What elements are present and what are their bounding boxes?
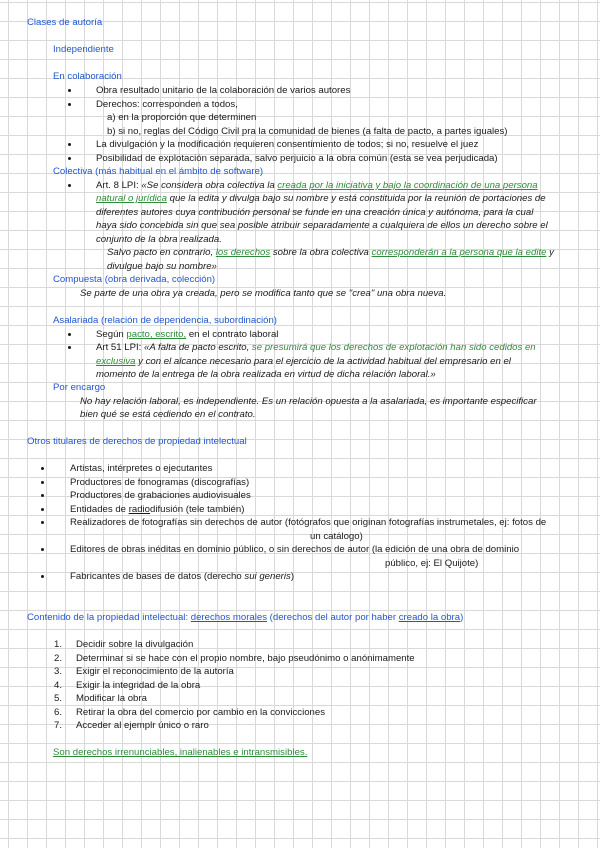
encargo-text: bien qué se está cediendo en el contrato. [80,409,256,420]
list-item: Productores de grabaciones audiovisuales [70,490,251,501]
list-item: Obra resultado unitario de la colaboración de varios autores [96,85,351,96]
list-item: Retirar la obra del comercio por cambio en la convicciones [76,707,326,718]
item-text: Fabricantes de bases de datos (derecho [70,571,245,582]
bullet [41,508,44,511]
list-item: Posibilidad de explotación separada, salvo perjuicio a la obra común (esta se vea perjudicada) [96,153,498,164]
quote-line [96,192,546,205]
bullet [41,481,44,484]
list-subitem: b) si no, reglas del Código Civil pra la comunidad de bienes (a falta de pacto, a partes iguales) [107,126,508,137]
list-number: 2. [54,653,63,664]
quote-text: Salvo pacto en contrario, [107,247,216,258]
quote-text: «A falta de pacto escrito, [144,342,252,353]
encargo-text: No hay relación laboral, es independiente. Es un relación opuesta a la asalariada, es importante especificar [80,396,537,407]
list-number: 6. [54,707,63,718]
bullet [68,89,71,92]
list-number: 7. [54,720,63,731]
list-number: 5. [54,693,63,704]
quote-line [96,355,511,368]
list-number: 1. [54,639,63,650]
quote-line [96,341,536,354]
list-item-continuation: público, ej: El Quijote) [385,558,479,569]
compuesta-text: Se parte de una obra ya creada, pero se modifica tanto que se "crea" una obra nueva. [80,288,447,299]
article-label: Art. 8 LPI: [96,180,139,191]
quote-text: que la edita y divulga bajo su nombre y está constituida por la reunión de portaciones de [166,193,546,204]
list-item: Decidir sobre la divulgación [76,639,194,650]
quote-text: y [546,247,554,258]
heading-underlined: creado la obra [398,612,461,623]
list-item [70,503,244,516]
list-item: Determinar si se hace con el propio nombre, bajo pseudónimo o anónimamente [76,653,415,664]
bullet [41,521,44,524]
quote-text: «Se considera obra colectiva la [141,180,278,191]
heading-text: (derechos del autor por haber [267,612,399,623]
quote-text: sobre la obra colectiva [270,247,372,258]
item-text: Según [96,329,127,340]
bullet [68,157,71,160]
list-item: Artistas, intérpretes o ejecutantes [70,463,213,474]
heading-asalariada: Asalariada (relación de dependencia, subordinación) [53,315,278,326]
heading-text: Contenido de la propiedad intelectual: [27,612,191,623]
bullet [41,548,44,551]
bullet [41,575,44,578]
quote-line: momento de la entrega de la obra realizada en virtud de dicha relación laboral.» [96,369,436,380]
bullet [41,494,44,497]
list-item: Acceder al ejemplr único o raro [76,720,209,731]
list-item: Exigir el reconocimiento de la autoría [76,666,234,677]
bullet [68,103,71,106]
quote-text: y con el alcance necesario para el ejercicio de la actividad habitual del empresario en el [135,356,511,367]
heading-colaboracion: En colaboración [53,71,122,82]
quote-highlight: corresponderán a la persona que la edite [371,247,547,258]
section-title-clases: Clases de autoría [27,17,103,28]
list-item [70,570,294,583]
item-text: Entidades de [70,504,129,515]
bullet [68,184,71,187]
list-item-continuation: un catálogo) [310,531,363,542]
heading-text: ) [460,612,464,623]
heading-independiente: Independiente [53,44,114,55]
list-item: Editores de obras inéditas en dominio público, o sin derechos de autor (la edición de una obra de dominio [70,544,520,555]
item-text: en el contrato laboral [186,329,279,340]
bullet [68,333,71,336]
item-text: difusión (tele también) [150,504,245,515]
quote-line [96,179,538,192]
quote-line: conjunto de la obra realizada. [96,234,222,245]
section-title-contenido [27,611,463,624]
list-item: Modificar la obra [76,693,147,704]
heading-colectiva: Colectiva (más habitual en el ámbito de software) [53,166,264,177]
quote-highlight: natural o jurídica [96,193,167,204]
quote-line: haya sido concebida sin que sea posible atribuir separadamente a cualquiera de ellos un derecho sobre el [96,220,548,231]
list-number: 4. [54,680,63,691]
list-item [96,328,278,341]
bullet [68,143,71,146]
list-item: Productores de fonogramas (discografías) [70,477,250,488]
quote-highlight: se presumirá que los derechos de explotación han sido cedidos en [251,342,536,353]
item-italic: sui generis [244,571,291,582]
heading-encargo: Por encargo [53,382,106,393]
quote-highlight: los derechos [215,247,271,258]
heading-underlined: derechos morales [190,612,268,623]
list-number: 3. [54,666,63,677]
quote-line [107,246,554,259]
item-underlined: radio [128,504,151,515]
item-text: ) [290,571,295,582]
list-subitem: a) en la proporción que determinen [107,112,257,123]
quote-highlight: creada por la iniciativa y bajo la coordinación de una persona [277,180,538,191]
list-item: Derechos: corresponden a todos, [96,99,238,110]
list-item: La divulgación y la modificación requieren consentimiento de todos; si no, resuelve el juez [96,139,479,150]
bullet [41,467,44,470]
bullet [68,346,71,349]
quote-line: divulgue bajo su nombre» [107,261,217,272]
quote-line: diferentes autores cuya contribución personal se funde en una creación única y autónoma, para la cual [96,207,534,218]
list-item: Exigir la integridad de la obra [76,680,201,691]
heading-compuesta: Compuesta (obra derivada, colección) [53,274,216,285]
footer-note: Son derechos irrenunciables, inalienables e intransmisibles. [53,747,308,758]
section-title-otros: Otros titulares de derechos de propiedad intelectual [27,436,247,447]
article-label: Art 51 LPI: [96,342,144,353]
list-item: Realizadores de fotografías sin derechos de autor (fotógrafos que originan fotografías instrumetales, ej: fotos de [70,517,547,528]
item-highlight: pacto, escrito, [126,329,187,340]
quote-highlight: exclusiva [96,356,136,367]
